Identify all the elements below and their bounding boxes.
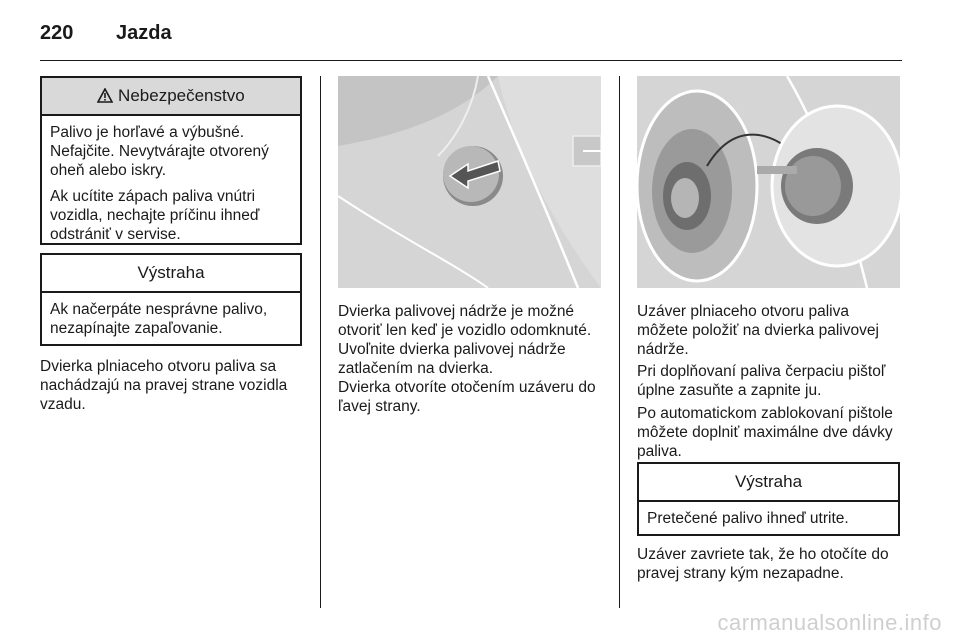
cap-close-text: Uzáver zavriete tak, že ho otočíte do pravej strany kým nezapadne.: [637, 546, 889, 582]
warning-text-1: Ak načerpáte nesprávne palivo, nezapínajte zapaľovanie.: [50, 301, 268, 337]
watermark: carmanualsonline.info: [717, 610, 942, 635]
warning-box-2-body: [639, 502, 898, 528]
warning-box-1: [40, 253, 302, 346]
page-number: 220: [40, 22, 74, 44]
warning-box-2-header: Výstraha: [639, 464, 898, 502]
danger-text-2: Ak ucítite zápach paliva vnútri vozidla, nechajte príčinu ihneď odstrániť v servise.: [50, 188, 260, 243]
header-rule: [40, 60, 902, 61]
warning-triangle-icon: [97, 86, 118, 105]
fuel-flap-illustration: [338, 76, 601, 288]
column-divider-2: [619, 76, 620, 608]
warning-text-2: Pretečené palivo ihneď utrite.: [647, 510, 849, 527]
fuel-cap-illustration: [637, 76, 900, 288]
cap-placement-text: Uzáver plniaceho otvoru paliva môžete položiť na dvierka palivovej nádrže.: [637, 303, 879, 358]
page-header: [40, 18, 900, 58]
danger-box-title: Nebezpečenstvo: [118, 86, 245, 105]
fuel-flap-rotate-text: Dvierka otvoríte otočením uzáveru do ľavej strany.: [338, 379, 596, 415]
danger-box-header: [42, 78, 300, 116]
nozzle-insert-text: Pri doplňovaní paliva čerpaciu pištoľ úplne zasuňte a zapnite ju.: [637, 363, 886, 399]
fuel-flap-open-text: Dvierka palivovej nádrže je možné otvoriť len keď je vozidlo odomknuté. Uvoľnite dvierka palivovej nádrže zatlačením na dvierka.: [338, 303, 592, 377]
column-divider-1: [320, 76, 321, 608]
danger-box-body: [42, 116, 300, 244]
warning-box-1-header: Výstraha: [42, 255, 300, 293]
warning-box-1-body: [42, 293, 300, 338]
auto-shutoff-text: Po automatickom zablokovaní pištole môžete doplniť maximálne dve dávky paliva.: [637, 405, 893, 460]
warning-box-2: [637, 462, 900, 536]
danger-text-1: Palivo je horľavé a výbušné. Nefajčite. Nevytvárajte otvorený oheň alebo iskry.: [50, 124, 269, 179]
fuel-door-location-text: Dvierka plniaceho otvoru paliva sa nachádzajú na pravej strane vozidla vzadu.: [40, 358, 288, 413]
danger-box: [40, 76, 302, 245]
section-title: Jazda: [116, 22, 172, 44]
